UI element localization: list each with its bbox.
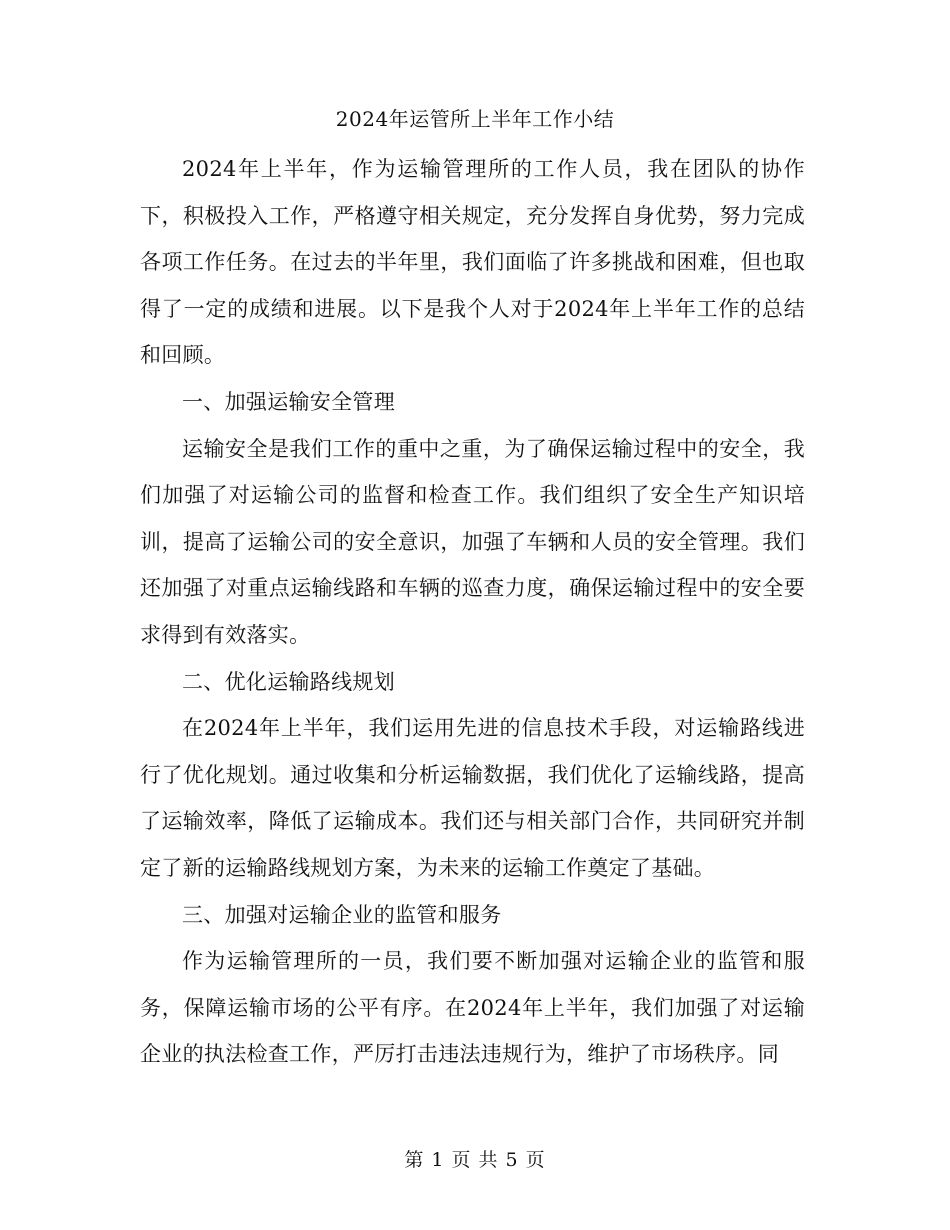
section-heading-2: 二、优化运输路线规划 — [182, 669, 395, 694]
section-2-paragraph: 在2024年上半年，我们运用先进的信息技术手段，对运输路线进行了优化规划。通过收集和分析运输数据，我们优化了运输线路，提高了运输效率，降低了运输成本。我们还与相关部门合作，共同研究并制定了新的运输路线规划方案，为未来的运输工作奠定了基础。 — [140, 716, 805, 880]
section-heading-3: 三、加强对运输企业的监管和服务 — [182, 902, 502, 927]
section-heading-1: 一、加强运输安全管理 — [182, 389, 395, 414]
intro-paragraph: 2024年上半年，作为运输管理所的工作人员，我在团队的协作下，积极投入工作，严格遵守相关规定，充分发挥自身优势，努力完成各项工作任务。在过去的半年里，我们面临了许多挑战和困难，但也取得了一定的成绩和进展。以下是我个人对于2024年上半年工作的总结和回顾。 — [140, 157, 805, 368]
section-1-paragraph: 运输安全是我们工作的重中之重，为了确保运输过程中的安全，我们加强了对运输公司的监督和检查工作。我们组织了安全生产知识培训，提高了运输公司的安全意识，加强了车辆和人员的安全管理。我们还加强了对重点运输线路和车辆的巡查力度，确保运输过程中的安全要求得到有效落实。 — [140, 436, 805, 647]
page-footer: 第 1 页 共 5 页 — [404, 1149, 546, 1171]
section-3-paragraph: 作为运输管理所的一员，我们要不断加强对运输企业的监管和服务，保障运输市场的公平有序。在2024年上半年，我们加强了对运输企业的执法检查工作，严厉打击违法违规行为，维护了市场秩序。同 — [140, 949, 805, 1067]
document-title: 2024年运管所上半年工作小结 — [335, 107, 615, 131]
document-body — [140, 146, 805, 1078]
